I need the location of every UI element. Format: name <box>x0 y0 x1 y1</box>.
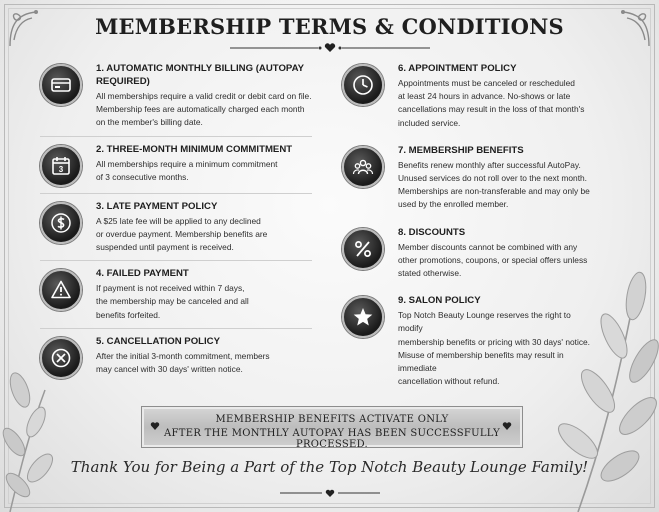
item-body-line: Benefits renew monthly after successful AutoPay. <box>398 159 581 170</box>
item-body-line: A $25 late fee will be applied to any declined <box>96 215 261 226</box>
left-column <box>40 62 312 379</box>
list-item <box>40 62 312 137</box>
item-body-line: other promotions, coupons, or special offers unless <box>398 254 588 265</box>
item-heading: 1. AUTOMATIC MONTHLY BILLING (AUTOPAY REQUIRED) <box>96 63 304 87</box>
item-body-line: All memberships require a minimum commitment <box>96 158 278 169</box>
item-body-line: Memberships are non-transferable and may only be <box>398 186 590 197</box>
item-body-line: stated otherwise. <box>398 268 462 279</box>
item-heading: 8. DISCOUNTS <box>398 226 466 238</box>
item-text <box>96 62 312 130</box>
item-body-line: Misuse of membership benefits may result in immediate <box>398 349 564 374</box>
warning-icon <box>40 269 82 311</box>
item-body-line: Unused services do not roll over to the next month. <box>398 173 588 184</box>
item-body-line: cancellations may result in the loss of that month's <box>398 104 585 115</box>
item-body-line: or overdue payment. Membership benefits are <box>96 228 268 239</box>
calendar-icon <box>40 145 82 187</box>
item-text <box>96 335 312 379</box>
item-heading: 4. FAILED PAYMENT <box>96 268 189 280</box>
item-text <box>96 143 312 187</box>
banner-line-2: AFTER THE MONTHLY AUTOPAY HAS BEEN SUCCESSFULLY PROCESSED. <box>164 428 500 450</box>
item-body-line: All memberships require a valid credit or debit card on file. <box>96 91 312 101</box>
item-body-line: Top Notch Beauty Lounge reserves the right to modify <box>398 310 571 334</box>
list-item <box>40 200 312 262</box>
dollar-icon <box>40 202 82 244</box>
item-body-line: Member discounts cannot be combined with any <box>398 241 578 252</box>
item-body-line: on the member's billing date. <box>96 117 203 128</box>
item-body-line: Appointments must be canceled or rescheduled <box>398 78 575 88</box>
silver-leaves-left-icon <box>0 350 80 512</box>
item-heading: 5. CANCELLATION POLICY <box>96 335 221 347</box>
item-body-line: at least 24 hours in advance. No-shows or late <box>398 91 571 102</box>
item-body-line: used by the enrolled member. <box>398 199 509 210</box>
heart-icon <box>502 421 512 431</box>
banner-line-1: MEMBERSHIP BENEFITS ACTIVATE ONLY <box>215 414 449 425</box>
item-body-line: membership benefits or pricing with 30 days' notice. <box>398 336 590 347</box>
list-item <box>342 62 597 138</box>
item-body-line: of 3 consecutive months. <box>96 171 189 182</box>
item-heading: 6. APPOINTMENT POLICY <box>398 63 517 74</box>
star-icon <box>342 296 384 338</box>
item-body-line: After the initial 3-month commitment, members <box>96 350 270 361</box>
item-text <box>96 267 312 322</box>
list-item <box>40 143 312 194</box>
clock-icon <box>342 64 384 106</box>
item-text <box>398 144 597 212</box>
list-item <box>40 267 312 329</box>
item-body-line: the membership may be canceled and all <box>96 296 249 307</box>
footer-divider-icon <box>280 488 380 498</box>
item-body-line: If payment is not received within 7 days, <box>96 283 245 294</box>
credit-card-icon <box>40 64 82 106</box>
item-heading: 7. MEMBERSHIP BENEFITS <box>398 144 524 156</box>
item-body-line: cancellation without refund. <box>398 376 500 387</box>
item-body-line: benefits forfeited. <box>96 309 161 320</box>
thank-you-message: Thank You for Being a Part of the Top Notch Beauty Lounge Family! <box>70 458 589 476</box>
group-icon <box>342 146 384 188</box>
page-title: MEMBERSHIP TERMS & CONDITIONS <box>95 14 564 39</box>
item-heading: 2. THREE-MONTH MINIMUM COMMITMENT <box>96 143 293 155</box>
activation-banner <box>141 406 523 448</box>
item-body-line: may cancel with 30 days' written notice. <box>96 364 243 375</box>
item-heading: 9. SALON POLICY <box>398 295 481 307</box>
item-text <box>398 62 597 130</box>
heart-icon <box>150 421 160 431</box>
item-body-line: included service. <box>398 117 461 128</box>
item-body-line: suspended until payment is received. <box>96 242 234 253</box>
list-item <box>40 335 312 379</box>
item-body-line: Membership fees are automatically charged each month <box>96 104 305 115</box>
title-divider-icon <box>230 42 430 54</box>
silver-leaves-right-icon <box>548 266 659 512</box>
item-text <box>96 200 312 255</box>
percent-icon <box>342 228 384 270</box>
item-heading: 3. LATE PAYMENT POLICY <box>96 200 218 212</box>
list-item <box>342 144 597 220</box>
svg-text:3: 3 <box>58 164 64 174</box>
